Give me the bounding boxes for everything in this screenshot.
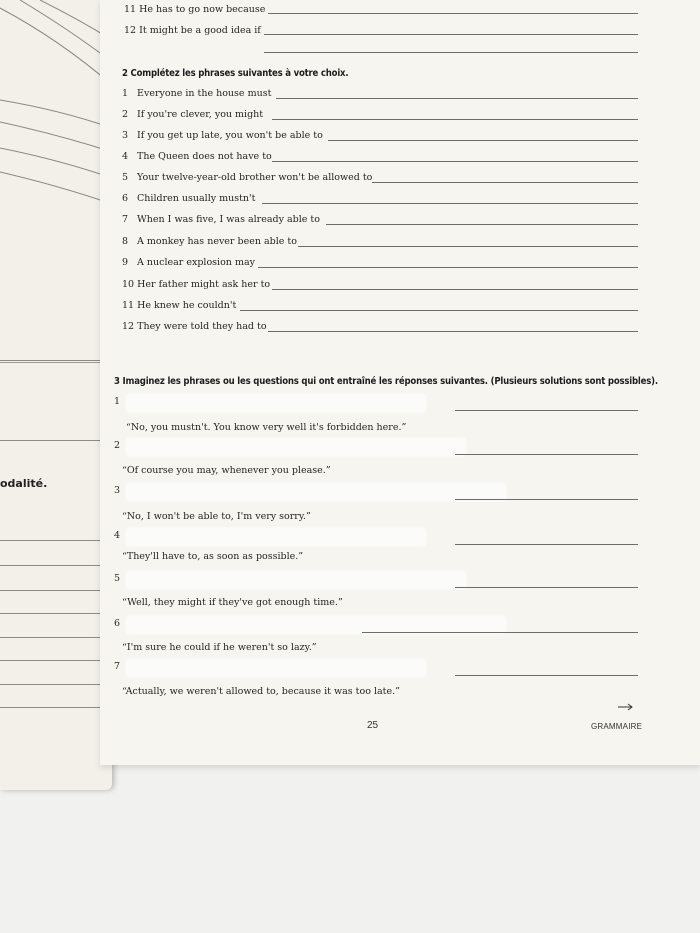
correction-fluid-patch (126, 483, 506, 501)
item-number: 12 (122, 321, 135, 332)
answer-line[interactable] (258, 267, 638, 268)
item-number: 6 (122, 193, 129, 204)
item-prompt: A monkey has never been able to (137, 236, 297, 247)
correction-fluid-patch (126, 528, 426, 546)
exercise-item (122, 172, 372, 183)
answer-line[interactable] (264, 52, 638, 53)
left-page-rule (0, 637, 104, 638)
item-number: 3 (122, 130, 129, 141)
item-prompt: If you get up late, you won't be able to (137, 130, 323, 141)
item-prompt: The Queen does not have to (137, 151, 272, 162)
item-number: 5 (122, 172, 129, 183)
exercise-item (122, 193, 255, 204)
item-number: 10 (122, 279, 135, 290)
item-number: 7 (122, 214, 129, 225)
left-page-rule (0, 707, 104, 708)
item-prompt: They were told they had to (137, 321, 267, 332)
answer-line[interactable] (262, 203, 638, 204)
item-prompt: A nuclear explosion may (137, 257, 255, 268)
left-page-rule (0, 360, 112, 361)
exercise-item (122, 300, 236, 311)
response-quote: “They'll have to, as soon as possible.” (122, 551, 304, 562)
answer-line[interactable] (362, 632, 638, 633)
answer-line[interactable] (328, 140, 638, 141)
item-number: 5 (114, 573, 121, 584)
exercise-item (122, 321, 267, 332)
correction-fluid-patch (126, 571, 466, 589)
left-page-rule (0, 613, 104, 614)
item-number: 11 (122, 300, 135, 311)
exercise-item (122, 279, 270, 290)
answer-line[interactable] (455, 410, 638, 411)
exercise-item (122, 236, 297, 247)
footer-section-label: GRAMMAIRE (591, 722, 643, 731)
answer-line[interactable] (298, 246, 638, 247)
item-prompt: When I was five, I was already able to (137, 214, 320, 225)
item-number: 6 (114, 618, 121, 629)
page-number: 25 (367, 720, 379, 731)
item-prompt: If you're clever, you might (137, 109, 264, 120)
item-number: 1 (122, 88, 129, 99)
answer-line[interactable] (264, 34, 638, 35)
answer-line[interactable] (268, 13, 638, 14)
exercise-item (122, 214, 320, 225)
left-page-rule (0, 540, 104, 541)
answer-line[interactable] (372, 182, 638, 183)
left-page-curved-lines (0, 0, 112, 230)
item-number: 2 (122, 109, 129, 120)
item-number: 8 (122, 236, 129, 247)
response-quote: “Actually, we weren't allowed to, because it was too late.” (122, 686, 400, 697)
left-page-rule (0, 362, 112, 363)
right-page (100, 0, 700, 765)
item-prompt: Children usually mustn't (137, 193, 256, 204)
left-page-heading: odalité. (0, 477, 48, 490)
exercise-item (122, 88, 271, 99)
answer-line[interactable] (268, 331, 638, 332)
response-quote: “No, you mustn't. You know very well it's forbidden here.” (126, 422, 407, 433)
item-prompt: Everyone in the house must (137, 88, 272, 99)
response-quote: “Of course you may, whenever you please.” (122, 465, 331, 476)
response-quote: “Well, they might if they've got enough time.” (122, 597, 343, 608)
exercise-item: 12 It might be a good idea if (124, 25, 261, 36)
answer-line[interactable] (455, 675, 638, 676)
item-number: 4 (114, 530, 121, 541)
exercise-item (122, 151, 272, 162)
item-number: 1 (114, 396, 121, 407)
answer-line[interactable] (455, 454, 638, 455)
left-page-rule (0, 440, 104, 441)
left-page-rule (0, 565, 104, 566)
exercise-item (122, 109, 263, 120)
answer-line[interactable] (276, 98, 638, 99)
answer-line[interactable] (455, 587, 638, 588)
right-arrow-icon (618, 703, 634, 711)
item-prompt: Her father might ask her to (137, 279, 271, 290)
item-number: 2 (114, 440, 121, 451)
response-quote: “I'm sure he could if he weren't so lazy.” (122, 642, 317, 653)
answer-line[interactable] (272, 119, 638, 120)
answer-line[interactable] (240, 310, 638, 311)
left-page-rule (0, 684, 104, 685)
item-number: 4 (122, 151, 129, 162)
answer-line[interactable] (455, 544, 638, 545)
item-prompt: Your twelve-year-old brother won't be allowed to (137, 172, 373, 183)
section-3-title: 3 Imaginez les phrases ou les questions qui ont entraîné les réponses suivantes. (Plusieurs solutions sont possibles). (114, 376, 658, 387)
exercise-item (122, 130, 323, 141)
left-page (0, 0, 112, 790)
exercise-item (122, 257, 255, 268)
item-number: 7 (114, 661, 121, 672)
correction-fluid-patch (126, 394, 426, 412)
response-quote: “No, I won't be able to, I'm very sorry.” (122, 511, 311, 522)
answer-line[interactable] (326, 224, 638, 225)
item-number: 3 (114, 485, 121, 496)
left-page-rule (0, 590, 104, 591)
answer-line[interactable] (272, 289, 638, 290)
section-2-title: 2 Complétez les phrases suivantes à votre choix. (122, 68, 349, 79)
correction-fluid-patch (126, 438, 466, 456)
exercise-item: 11 He has to go now because (124, 4, 266, 15)
correction-fluid-patch (126, 659, 426, 677)
item-prompt: He knew he couldn't (137, 300, 237, 311)
answer-line[interactable] (455, 499, 638, 500)
item-number: 9 (122, 257, 129, 268)
answer-line[interactable] (272, 161, 638, 162)
left-page-rule (0, 660, 104, 661)
